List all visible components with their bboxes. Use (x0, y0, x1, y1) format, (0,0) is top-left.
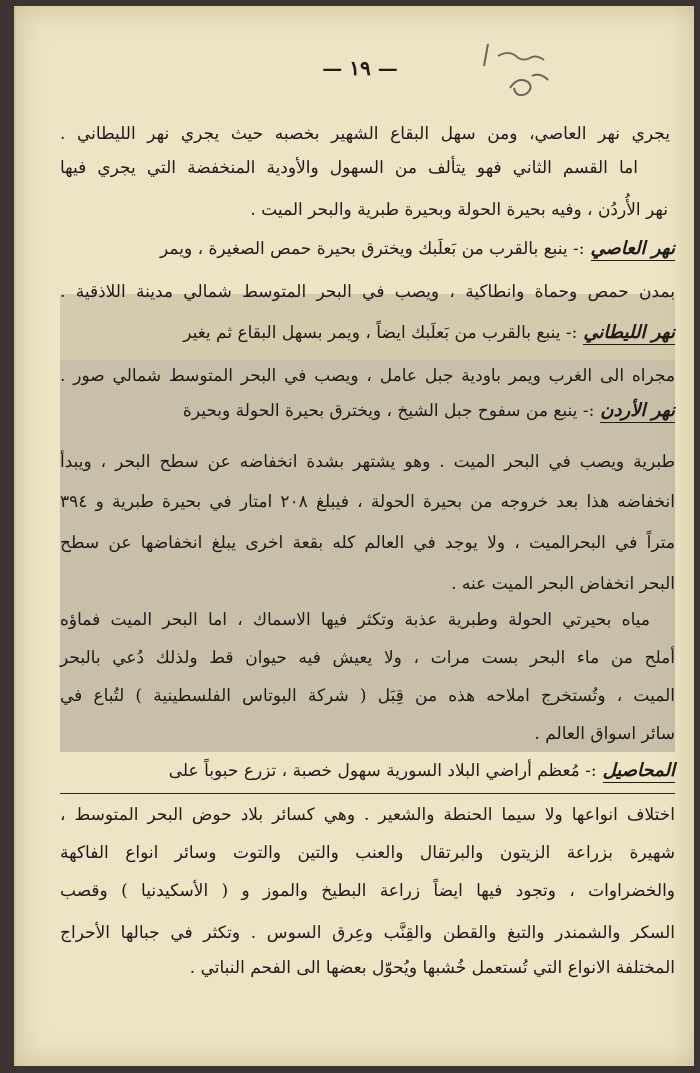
litani-line-2: مجراه الى الغرب ويمر باودية جبل عامل ، ويصب في البحر المتوسط شمالي صور . (60, 366, 675, 386)
crops-line-3: شهيرة بزراعة الزيتون والبرتقال والعنب والتين والتوت وسائر انواع الفاكهة (60, 843, 675, 863)
crops-line-1 (60, 760, 675, 781)
crops-heading: المحاصيل (602, 760, 675, 781)
jordan-line-2: طبرية ويصب في البحر الميت . وهو يشتهر بشدة انخفاضه عن سطح البحر ، ويبدأ (60, 452, 675, 472)
assi-text-1: :- ينبع بالقرب من بَعلَبك ويخترق بحيرة حمص الصغيرة ، ويمر (160, 239, 585, 259)
crops-line-2: اختلاف انواعها ولا سيما الحنطة والشعير . وهي كسائر بلاد حوض البحر المتوسط ، (60, 805, 675, 825)
crops-line-4: والخضراوات ، وتجود فيها ايضاً زراعة البطيخ والموز و ( الأسكيدنيا ) وقصب (60, 881, 675, 901)
page-number: — ١٩ — (322, 56, 398, 80)
assi-line-2: بمدن حمص وحماة وانطاكية ، ويصب في البحر المتوسط شمالي مدينة اللاذقية . (60, 282, 675, 302)
jordan-heading: نهر الأردن (600, 400, 675, 421)
divider-line (60, 793, 675, 794)
text-line-1: يجري نهر العاصي، ومن سهل البقاع الشهير بخصبه حيث يجري نهر الليطاني . (60, 124, 670, 144)
seas-line-3: الميت ، وتُستخرج املاحه هذه من قِبَل ( شركة البوتاس الفلسطينية ) لتُباع في (60, 686, 675, 706)
crops-line-5: السكر والشمندر والتبغ والقطن والقِنَّب وعِرق السوس . وتكثر في جبالها الأحراج (60, 923, 675, 943)
crops-text-1: :- مُعظم أراضي البلاد السورية سهول خصبة ، تزرع حبوباً على (168, 761, 597, 781)
litani-text-1: :- ينبع بالقرب من بَعلَبك ايضاً ، ويمر بسهل البقاع ثم يغير (183, 323, 578, 343)
jordan-line-5: البحر انخفاض البحر الميت عنه . (451, 574, 675, 594)
crops-line-6: المختلفة الانواع التي تُستعمل خُشبها ويُحوّل بعضها الى الفحم النباتي . (189, 958, 675, 978)
pencil-annotation (470, 36, 560, 106)
jordan-line-1 (60, 400, 675, 421)
assi-heading: نهر العاصي (590, 238, 675, 259)
seas-line-2: أملح من ماء البحر بست مرات ، ولا يعيش فيه حيوان قط ولذلك دُعي بالبحر (60, 648, 675, 668)
jordan-line-4: متراً في البحرالميت ، ولا يوجد في العالم كله بقعة اخرى يبلغ انخفاضها عن سطح (60, 533, 675, 553)
litani-line-1 (60, 322, 675, 343)
seas-line-4: سائر اسواق العالم . (534, 724, 675, 744)
text-line-3: نهر الأُردُن ، وفيه بحيرة الحولة وبحيرة طبرية والبحر الميت . (250, 200, 668, 220)
jordan-line-3: انخفاضه هذا بعد خروجه من بحيرة الحولة ، فيبلغ ٢٠٨ امتار في بحيرة طبرية و ٣٩٤ (60, 492, 675, 512)
jordan-text-1: :- ينبع من سفوح جبل الشيخ ، ويخترق بحيرة الحولة وبحيرة (182, 401, 595, 421)
litani-heading: نهر الليطاني (583, 322, 675, 343)
text-line-2: اما القسم الثاني فهو يتألف من السهول والأودية المنخفضة التي يجري فيها (60, 158, 638, 178)
seas-line-1: مياه بحيرتي الحولة وطبرية عذبة وتكثر فيها الاسماك ، اما البحر الميت فماؤه (60, 610, 650, 630)
assi-line-1 (60, 238, 675, 259)
